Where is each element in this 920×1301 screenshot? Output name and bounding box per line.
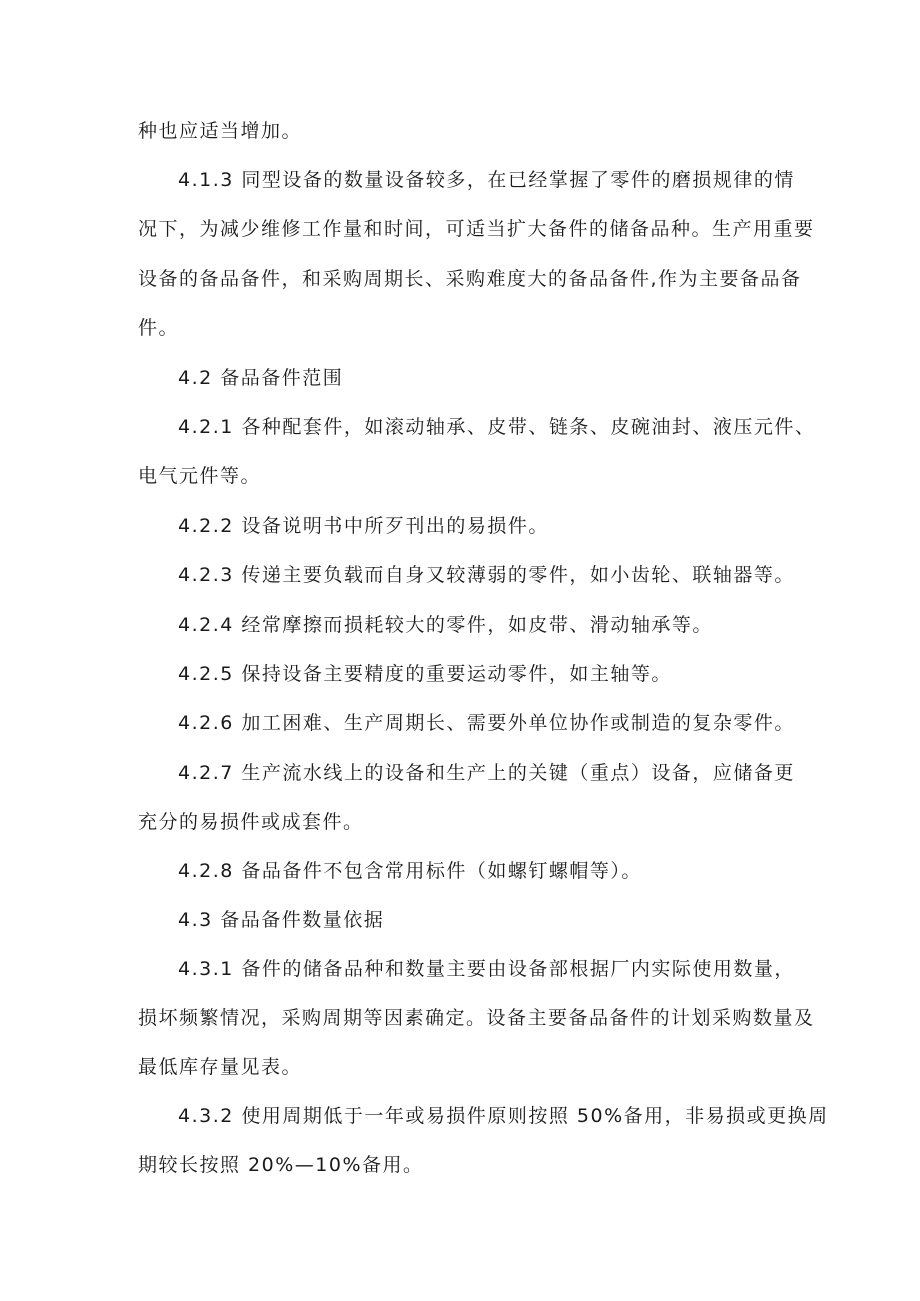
text-line: 损坏频繁情况，采购周期等因素确定。设备主要备品备件的计划采购数量及 xyxy=(138,1007,815,1029)
section-4-1-3: 4.1.3 同型设备的数量设备较多，在已经掌握了零件的磨损规律的情 xyxy=(178,169,795,191)
section-4-2-5: 4.2.5 保持设备主要精度的重要运动零件，如主轴等。 xyxy=(178,663,672,685)
section-4-2-1: 4.2.1 各种配套件，如滚动轴承、皮带、链条、皮碗油封、液压元件、 xyxy=(178,416,816,438)
section-4-2-2: 4.2.2 设备说明书中所歹刊出的易损件。 xyxy=(178,515,549,537)
text-line: 电气元件等。 xyxy=(138,465,262,487)
section-4-2-3: 4.2.3 传递主要负载而自身又较薄弱的零件，如小齿轮、联轴器等。 xyxy=(178,564,795,586)
heading-4-2: 4.2 备品备件范围 xyxy=(178,367,344,389)
text-line: 件。 xyxy=(138,317,180,339)
section-4-3-1: 4.3.1 备件的储备品种和数量主要由设备部根据厂内实际使用数量， xyxy=(178,958,795,980)
text-line: 况下，为减少维修工作量和时间，可适当扩大备件的储备品种。生产用重要 xyxy=(138,218,815,240)
text-line: 充分的易损件或成套件。 xyxy=(138,811,364,833)
text-line: 种也应适当增加。 xyxy=(138,120,303,142)
section-4-2-7: 4.2.7 生产流水线上的设备和生产上的关键（重点）设备，应储备更 xyxy=(178,762,795,784)
text-line: 期较长按照 20%—10%备用。 xyxy=(138,1154,424,1176)
text-line: 最低库存量见表。 xyxy=(138,1056,303,1078)
section-4-2-6: 4.2.6 加工困难、生产周期长、需要外单位协作或制造的复杂零件。 xyxy=(178,712,795,734)
text-line: 设备的备品备件，和采购周期长、采购难度大的备品备件,作为主要备品备 xyxy=(138,268,802,290)
heading-4-3: 4.3 备品备件数量依据 xyxy=(178,909,385,931)
section-4-2-8: 4.2.8 备品备件不包含常用标件（如螺钉螺帽等）。 xyxy=(178,860,642,882)
section-4-3-2: 4.3.2 使用周期低于一年或易损件原则按照 50%备用，非易损或更换周 xyxy=(178,1105,829,1127)
section-4-2-4: 4.2.4 经常摩擦而损耗较大的零件，如皮带、滑动轴承等。 xyxy=(178,614,713,636)
